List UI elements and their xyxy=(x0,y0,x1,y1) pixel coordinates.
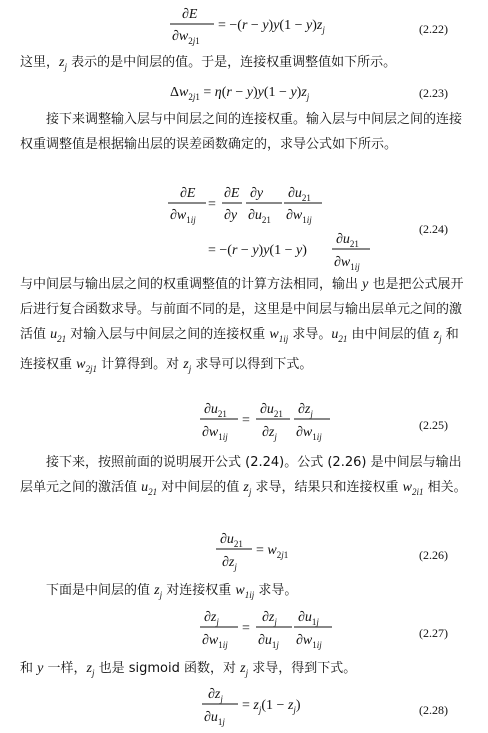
svg-text:∂E: ∂E xyxy=(180,186,196,201)
svg-text:∂u21: $\partial u_{21}$ xyxy=(204,402,227,419)
equation-number: (2.28) xyxy=(419,703,448,717)
equation-2-27 xyxy=(0,606,488,654)
svg-text:∂w1ij: $\partial w_1ij$ xyxy=(202,425,228,442)
svg-text:∂zj: $\partial z_j$ xyxy=(262,610,277,627)
svg-text:∂u21: $\partial u_{21}$ xyxy=(288,186,311,203)
svg-text:∂zj: $\partial z_j$ xyxy=(222,555,237,572)
equation-2-28-formula xyxy=(0,683,488,729)
equation-2-24-formula xyxy=(0,182,488,274)
svg-text:∂y: ∂y xyxy=(250,186,264,201)
svg-text:= w2j1: = $w_2j1$ xyxy=(256,543,289,560)
svg-text:∂w1ij: $\partial w_1ij$ xyxy=(170,208,196,225)
svg-text:∂u21: $\partial u_{21}$ xyxy=(248,208,271,225)
equation-number: (2.23) xyxy=(419,86,448,100)
equation-2-26 xyxy=(0,528,488,574)
equation-2-26-formula xyxy=(0,528,488,574)
paragraph: 与中间层与输出层之间的权重调整值的计算方法相同，输出 y 也是把公式展开后进行复合函数求导。与前面不同的是，这里是中间层与输出层单元之间的激活值 $u_{21}$ 对输入层与中间层之间的连接权重 $w_{1ij}$ 求导。$u_{21}$ 由中间层的值 $z_j$ 和连接权重 $w_{2j1}$ 计算得到。对 $z_j$ 求导可以得到下式。 xyxy=(20,277,464,374)
equation-number: (2.26) xyxy=(419,548,448,562)
svg-text:∂zj: $\partial z_j$ xyxy=(262,425,277,442)
equation-2-28 xyxy=(0,683,488,729)
paragraph: 这里，$z_j$ 表示的是中间层的值。于是，连接权重调整值如下所示。 xyxy=(20,55,397,72)
svg-text:= −(r − y)y(1 − y)zj: = $-(r - y)y(1 - y)z_j$ xyxy=(218,18,325,35)
svg-text:∂u1j: $\partial u_1j$ xyxy=(204,710,225,727)
svg-text:∂zj: $\partial z_j$ xyxy=(204,610,219,627)
svg-text:=: = xyxy=(242,413,250,428)
svg-text:∂E: ∂E xyxy=(224,186,240,201)
equation-2-23 xyxy=(0,78,488,106)
svg-text:∂zj: $\partial z_j$ xyxy=(298,402,313,419)
paragraph: 和 y 一样，$z_j$ 也是 sigmoid 函数，对 $z_j$ 求导，得到下式。 xyxy=(20,661,357,678)
paragraph: 接下来，按照前面的说明展开公式 (2.24)。公式 (2.26) 是中间层与输出层单元之间的激活值 $u_{21}$ 对中间层的值 $z_j$ 求导，结果只和连接权重 $w_{2i1}$ 相关。 xyxy=(20,455,467,497)
equation-2-22-formula xyxy=(0,2,488,46)
svg-text:∂zj: $\partial z_j$ xyxy=(208,687,223,704)
svg-text:∂w1ij: $\partial w_1ij$ xyxy=(296,425,322,442)
equation-2-23-formula xyxy=(0,78,488,106)
equation-number: (2.22) xyxy=(419,22,448,36)
svg-text:∂E: ∂E xyxy=(182,7,198,22)
svg-text:= −(r − y)y(1 − y): = −(r − y)y(1 − y) xyxy=(208,243,307,258)
svg-text:∂u21: $\partial u_{21}$ xyxy=(336,232,359,249)
svg-text:∂w1ij: $\partial w_1ij$ xyxy=(296,633,322,650)
svg-text:Δw2j1 = η(r − y)y(1 − y)zj: $\Delta w_2j1 = \eta(r - y)y(1 - y)z_j$ xyxy=(170,85,310,102)
paragraph: 接下来调整输入层与中间层之间的连接权重。输入层与中间层之间的连接权重调整值是根据输出层的误差函数确定的，求导公式如下所示。 xyxy=(20,112,463,152)
equation-number: (2.27) xyxy=(419,626,448,640)
equation-2-22 xyxy=(0,2,488,46)
svg-text:=: = xyxy=(242,621,250,636)
equation-2-24 xyxy=(0,182,488,274)
svg-text:∂u21: $\partial u_{21}$ xyxy=(220,532,243,549)
svg-text:∂y: ∂y xyxy=(224,208,238,223)
svg-text:∂w1ij: $\partial w_1ij$ xyxy=(334,255,360,272)
equation-2-27-formula xyxy=(0,606,488,654)
svg-text:∂w1ij: $\partial w_1ij$ xyxy=(202,633,228,650)
svg-text:∂w2j1: $\partial w_2j1$ xyxy=(172,29,200,46)
svg-text:=: = xyxy=(208,197,216,212)
svg-text:= zj(1 − zj): = $z_j(1 - z_j)$ xyxy=(242,698,301,715)
svg-text:∂u1j: $\partial u_1j$ xyxy=(298,610,319,627)
svg-text:∂w1ij: $\partial w_1ij$ xyxy=(286,208,312,225)
svg-text:∂u1j: $\partial u_1j$ xyxy=(258,633,279,650)
equation-number: (2.25) xyxy=(419,418,448,432)
equation-2-25-formula xyxy=(0,398,488,444)
equation-2-25 xyxy=(0,398,488,444)
equation-number: (2.24) xyxy=(419,222,448,236)
svg-text:∂u21: $\partial u_{21}$ xyxy=(260,402,283,419)
paragraph: 下面是中间层的值 $z_j$ 对连接权重 $w_{1ij}$ 求导。 xyxy=(46,583,298,600)
